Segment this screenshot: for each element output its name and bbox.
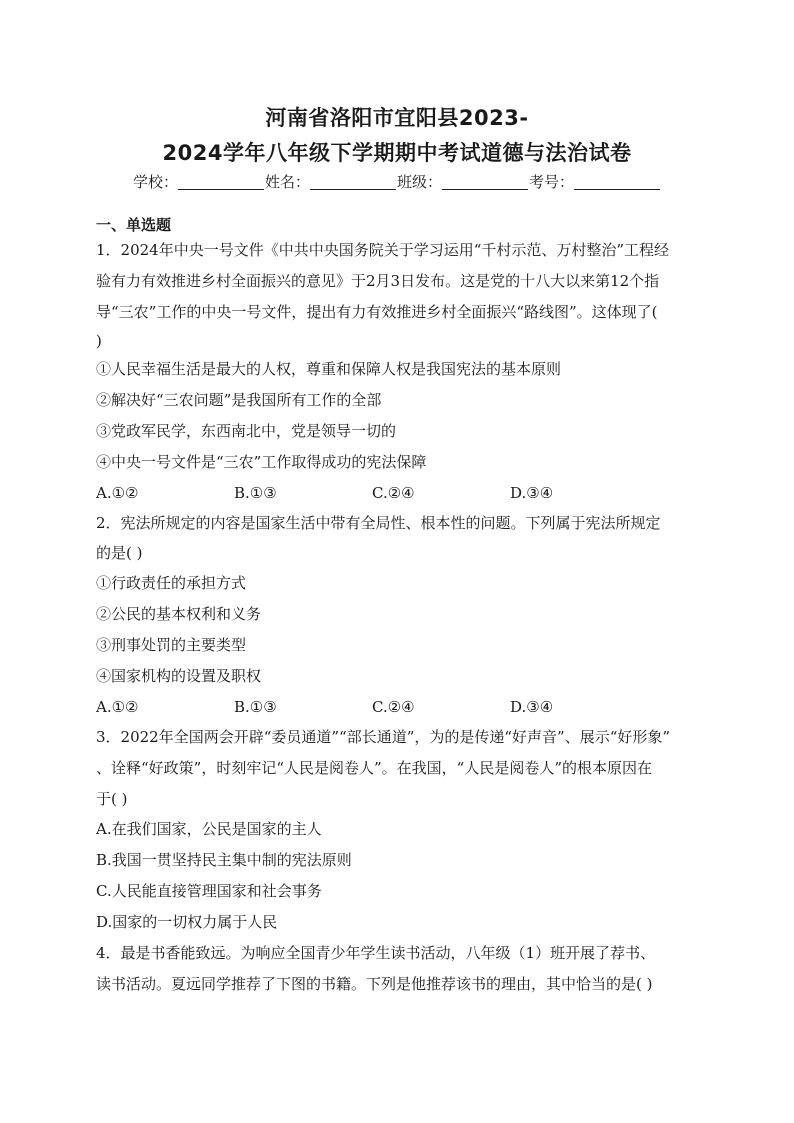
q1-stem-line: 1．2024年中央一号文件《中共中央国务院关于学习运用“千村示范、万村整治”工程经 [96,241,670,259]
q2-statement: ①行政责任的承担方式 [96,574,247,592]
q2-stem-line: 2．宪法所规定的内容是国家生活中带有全局性、根本性的问题。下列属于宪法所规定 [96,514,661,532]
name-label: 姓名： [264,173,310,191]
exam-title-line2: 2024学年八年级下学期期中考试道德与法治试卷 [162,141,632,165]
q1-option-d[interactable]: D.③④ [510,484,554,502]
school-blank [178,175,264,190]
q1-statement: ②解决好“三农问题”是我国所有工作的全部 [96,391,382,409]
q2-option-a[interactable]: A.①② [96,698,139,716]
school-label: 学校： [132,173,178,191]
exam-no-label: 考号： [529,173,575,191]
q4-stem-line: 4．最是书香能致远。为响应全国青少年学生读书活动，八年级（1）班开展了荐书、 [96,944,656,962]
q3-option-b[interactable]: B.我国一贯坚持民主集中制的宪法原则 [96,851,352,869]
q2-statement: ③刑事处罚的主要类型 [96,636,247,654]
school-field [133,171,265,192]
class-label: 班级： [397,173,443,191]
q2-statement: ④国家机构的设置及职权 [96,667,262,685]
q3-option-d[interactable]: D.国家的一切权力属于人民 [96,913,278,931]
name-field [265,171,397,192]
q3-stem-line: 3．2022年全国两会开辟“委员通道”“部长通道”，为的是传递“好声音”、展示“好形象” [96,728,671,746]
q3-stem-line: 于( ) [96,790,128,808]
q1-option-a[interactable]: A.①② [96,484,139,502]
q3-stem-line: 、诠释“好政策”，时刻牢记“人民是阅卷人”。在我国，“人民是阅卷人”的根本原因在 [96,759,653,777]
exam-title-line1: 河南省洛阳市宜阳县2023- [265,106,529,130]
q3-option-a[interactable]: A.在我们国家，公民是国家的主人 [96,820,322,838]
name-blank [310,175,396,190]
exam-no-blank [574,175,660,190]
q2-option-d[interactable]: D.③④ [510,698,554,716]
q1-stem-line: ) [96,332,102,350]
q1-statement: ④中央一号文件是“三农”工作取得成功的宪法保障 [96,453,427,471]
class-blank [442,175,528,190]
q1-options [96,483,706,503]
q2-option-c[interactable]: C.②④ [372,698,415,716]
q1-statement: ③党政军民学，东西南北中，党是领导一切的 [96,422,397,440]
q3-option-c[interactable]: C.人民能直接管理国家和社会事务 [96,882,322,900]
section-heading: 一、单选题 [96,216,172,234]
q2-option-b[interactable]: B.①③ [234,698,277,716]
q1-option-b[interactable]: B.①③ [234,484,277,502]
q2-stem-line: 的是( ) [96,544,143,562]
class-field [397,171,529,192]
q1-stem-line: 验有力有效推进乡村全面振兴的意见》于2月3日发布。这是党的十八大以来第12个指 [96,272,660,290]
student-info-row [0,171,794,192]
q2-options [96,697,706,717]
q1-statement: ①人民幸福生活是最大的人权，尊重和保障人权是我国宪法的基本原则 [96,360,562,378]
q1-stem-line: 导“三农”工作的中央一号文件，提出有力有效推进乡村全面振兴“路线图”。这体现了( [96,303,658,321]
q1-option-c[interactable]: C.②④ [372,484,415,502]
q2-statement: ②公民的基本权利和义务 [96,605,262,623]
q4-stem-line: 读书活动。夏远同学推荐了下图的书籍。下列是他推荐该书的理由，其中恰当的是( ) [96,975,653,993]
exam-no-field [529,171,661,192]
